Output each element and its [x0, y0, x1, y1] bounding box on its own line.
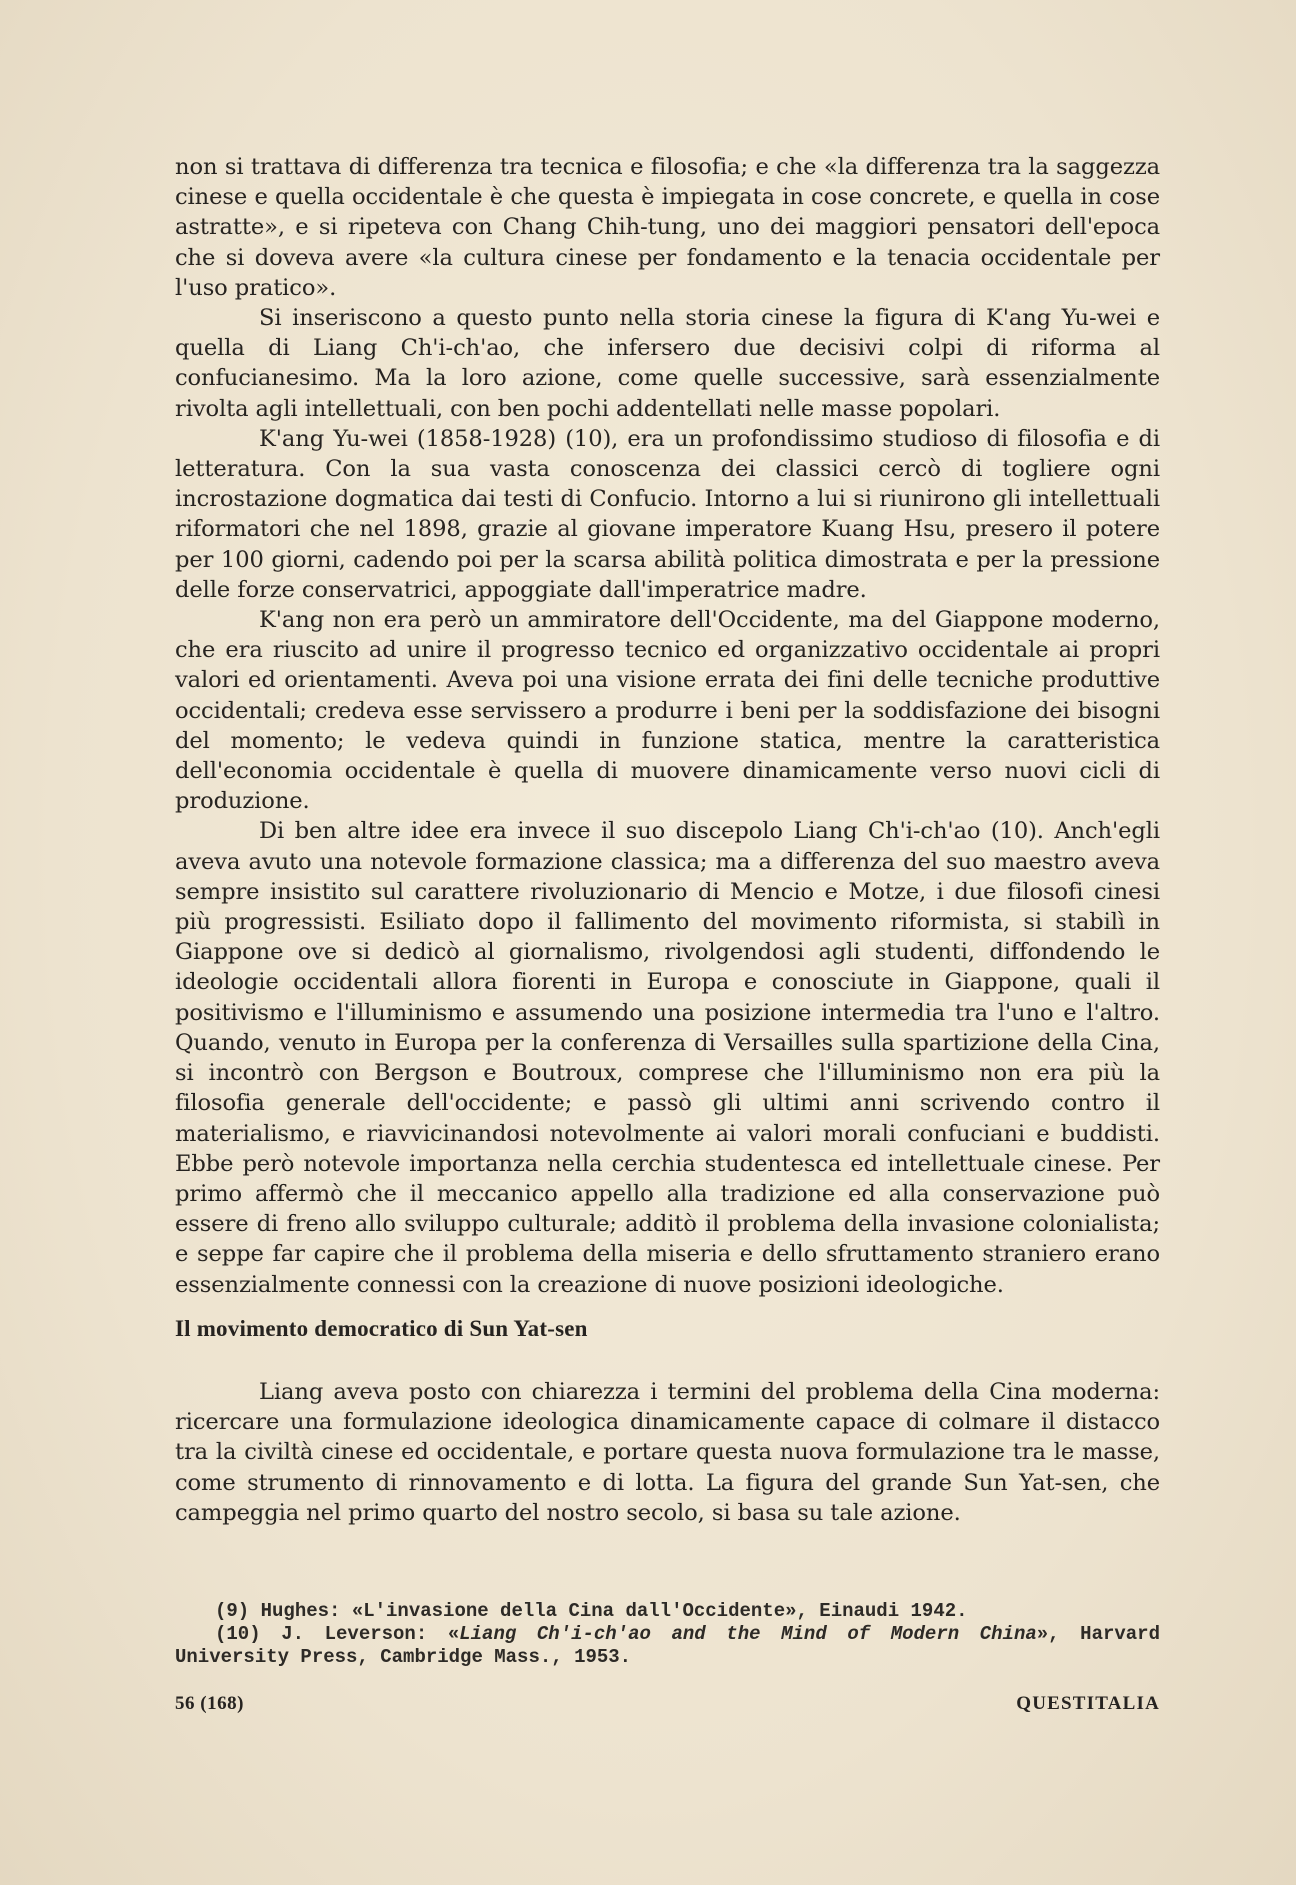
footnote-9: (9) Hughes: «L'invasione della Cina dall'Occidente», Einaudi 1942. — [215, 1600, 968, 1622]
footnote-10-suffix: », Harvard University Press, Cambridge Mass., 1953. — [175, 1623, 1160, 1668]
publication-name: QUESTITALIA — [1016, 1693, 1160, 1714]
section-text-block — [175, 1377, 1160, 1528]
main-text-block — [175, 152, 1160, 1300]
page-footer — [175, 1693, 1160, 1717]
footnote-10 — [175, 1623, 1160, 1669]
paragraph-kang-liang-intro: Si inseriscono a questo punto nella storia cinese la figura di K'ang Yu-wei e quella di Liang Ch'i-ch'ao, che infersero due decisivi colpi di riforma al confucianesimo. Ma la loro azione, come quelle successive, sarà essenzialmente rivolta agli intellettuali, con ben pochi addentellati nelle masse popolari. — [175, 305, 1160, 422]
paragraph-continuation: non si trattava di differenza tra tecnica e filosofia; e che «la differenza tra la saggezza cinese e quella occidentale è che questa è impiegata in cose concrete, e quella in cose astratte», e si ripeteva con Chang Chih-tung, uno dei maggiori pensatori dell'epoca che si doveva avere «la cultura cinese per fondamento e la tenacia occidentale per l'uso pratico». — [175, 154, 1160, 301]
footnote-10-title: Liang Ch'i-ch'ao and the Mind of Modern China — [459, 1623, 1037, 1645]
footnote-10-prefix: (10) J. Leverson: « — [215, 1623, 460, 1645]
section-heading: Il movimento democratico di Sun Yat-sen — [175, 1316, 588, 1341]
paragraph-liang-chi-chao: Di ben altre idee era invece il suo discepolo Liang Ch'i-ch'ao (10). Anch'egli aveva avuto una notevole formazione classica; ma a differenza del suo maestro aveva sempre insistito sul carattere rivoluzionario di Mencio e Motze, i due filosofi cinesi più progressisti. Esiliato dopo il fallimento del movimento riformista, si stabilì in Giappone ove si dedicò al giornalismo, rivolgendosi agli studenti, diffondendo le ideologie occidentali allora fiorenti in Europa e conosciute in Giappone, quali il positivismo e l'illuminismo e assumendo una posizione intermedia tra l'uno e l'altro. Quando, venuto in Europa per la conferenza di Versailles sulla spartizione della Cina, si incontrò con Bergson e Boutroux, comprese che l'illuminismo non era più la filosofia generale dell'occidente; e passò gli ultimi anni scrivendo contro il materialismo, e riavvicinandosi notevolmente ai valori morali confuciani e buddisti. Ebbe però notevole importanza nella cerchia studentesca ed intellettuale cinese. Per primo affermò che il meccanico appello alla tradizione ed alla conservazione può essere di freno allo sviluppo culturale; additò il problema della invasione colonialista; e seppe far capire che il problema della miseria e dello sfruttamento straniero erano essenzialmente connessi con la creazione di nuove posizioni ideologiche. — [175, 818, 1160, 1298]
footnotes — [175, 1600, 1160, 1669]
page-number: 56 (168) — [175, 1693, 244, 1714]
paragraph-kang-japan: K'ang non era però un ammiratore dell'Occidente, ma del Giappone moderno, che era riuscito ad unire il progresso tecnico ed organizzativo occidentale ai propri valori ed orientamenti. Aveva poi una visione errata dei fini delle tecniche produttive occidentali; credeva esse servissero a produrre i beni per la soddisfazione dei bisogni del momento; le vedeva quindi in funzione statica, mentre la caratteristica dell'economia occidentale è quella di muovere dinamicamente verso nuovi cicli di produzione. — [175, 607, 1160, 815]
paragraph-liang-problem: Liang aveva posto con chiarezza i termini del problema della Cina moderna: ricercare una formulazione ideologica dinamicamente capace di colmare il distacco tra la civiltà cinese ed occidentale, e portare questa nuova formulazione tra le masse, come strumento di rinnovamento e di lotta. La figura del grande Sun Yat-sen, che campeggia nel primo quarto del nostro secolo, si basa su tale azione. — [175, 1379, 1160, 1526]
paragraph-kang-yu-wei: K'ang Yu-wei (1858-1928) (10), era un profondissimo studioso di filosofia e di letteratura. Con la sua vasta conoscenza dei classici cercò di togliere ogni incrostazione dogmatica dai testi di Confucio. Intorno a lui si riunirono gli intellettuali riformatori che nel 1898, grazie al giovane imperatore Kuang Hsu, presero il potere per 100 giorni, cadendo poi per la scarsa abilità politica dimostrata e per la pressione delle forze conservatrici, appoggiate dall'imperatrice madre. — [175, 425, 1160, 603]
